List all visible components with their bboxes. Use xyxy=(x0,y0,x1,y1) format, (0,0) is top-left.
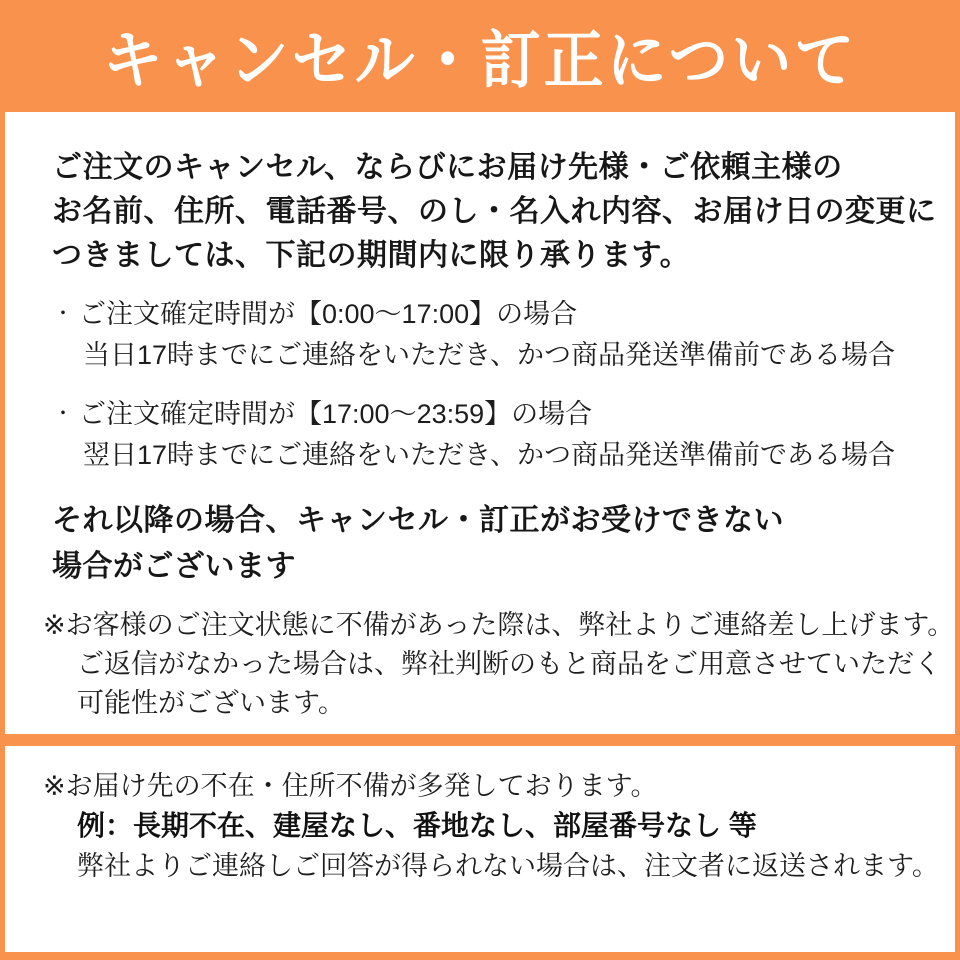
intro-line-3: つきましては、下記の期間内に限り承ります。 xyxy=(52,239,691,272)
bullet-detail-text: 翌日17時までにご連絡をいただき、かつ商品発送準備前である場合 xyxy=(83,440,895,470)
bullet-detail-text: 当日17時までにご連絡をいただき、かつ商品発送準備前である場合 xyxy=(83,340,895,370)
bullet-dot-icon: ・ xyxy=(53,403,73,425)
intro-line-1: ご注文のキャンセル、ならびにお届け先様・ご依頼主様の xyxy=(52,151,843,184)
bullet-dot-icon: ・ xyxy=(53,303,73,325)
bullet-item-daytime-orders xyxy=(53,294,895,376)
delivery-note-line-1-text: お届け先の不在・住所不備が多発しております。 xyxy=(65,771,658,801)
cancellation-policy-panel xyxy=(5,112,955,734)
page-title: キャンセル・訂正について xyxy=(102,25,858,96)
asterisk-marker: ※ xyxy=(43,771,66,801)
warning-paragraph xyxy=(52,498,784,590)
delivery-note-line-1 xyxy=(43,766,939,806)
bullet-item-evening-orders xyxy=(53,394,895,476)
bullet-heading-text: ご注文確定時間が【0:00〜17:00】の場合 xyxy=(79,299,578,329)
intro-paragraph xyxy=(52,146,937,278)
order-status-note xyxy=(43,606,954,723)
bullet-heading xyxy=(53,294,895,335)
note-line-2: ご返信がなかった場合は、弊社判断のもと商品をご用意させていただく xyxy=(77,649,941,679)
asterisk-marker: ※ xyxy=(43,610,66,640)
header-band xyxy=(0,0,960,112)
warning-line-2: 場合がございます xyxy=(52,550,296,583)
delivery-issues-note xyxy=(43,766,939,886)
note-line-1-text: お客様のご注文状態に不備があった際は、弊社よりご連絡差し上げます。 xyxy=(65,610,955,640)
delivery-note-line-3: 弊社よりご連絡しご回答が得られない場合は、注文者に返送されます。 xyxy=(77,851,939,881)
delivery-issues-panel xyxy=(5,746,955,952)
note-line-3: 可能性がございます。 xyxy=(77,688,345,718)
delivery-note-example: 例：長期不在、建屋なし、番地なし、部屋番号なし 等 xyxy=(77,810,757,841)
warning-line-1: それ以降の場合、キャンセル・訂正がお受けできない xyxy=(52,504,784,537)
bullet-heading xyxy=(53,394,895,435)
bullet-heading-text: ご注文確定時間が【17:00〜23:59】の場合 xyxy=(79,399,593,429)
intro-line-2: お名前、住所、電話番号、のし・名入れ内容、お届け日の変更に xyxy=(52,195,937,228)
note-line-1 xyxy=(43,606,954,645)
